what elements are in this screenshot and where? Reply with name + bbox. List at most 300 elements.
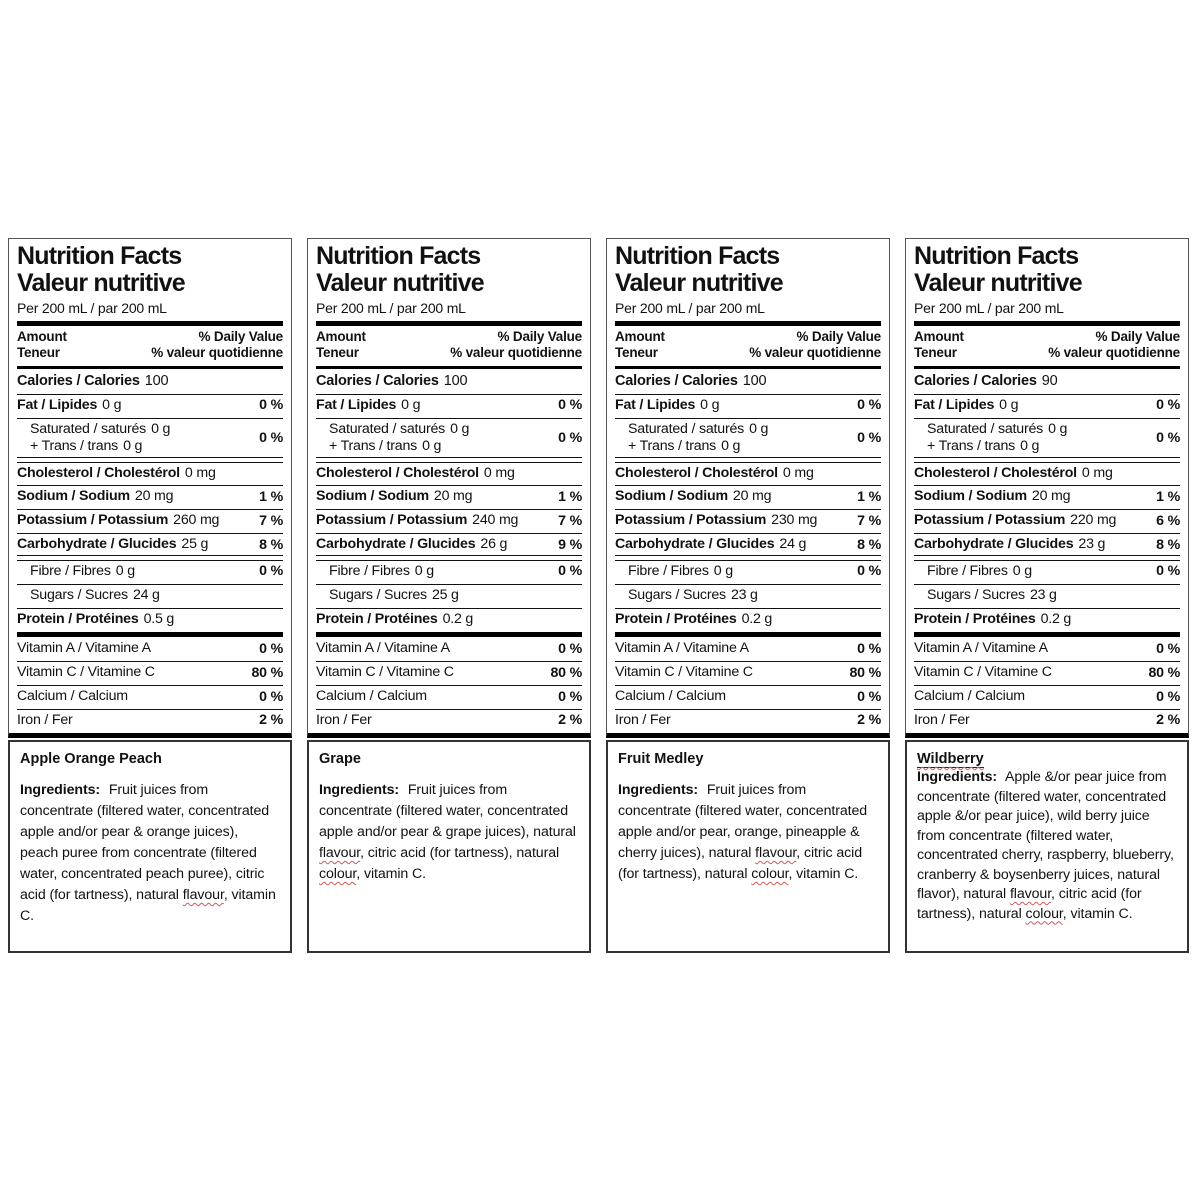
daily-value-label-en: % Daily Value [796, 329, 881, 345]
nutrient-label [615, 611, 772, 628]
nutrient-label [316, 465, 515, 482]
nutrient-line-1 [17, 465, 216, 482]
spellcheck-flagged-word: flavour [319, 845, 361, 861]
nutrient-line-1 [914, 397, 1018, 414]
nutrient-name: Protein / Protéines [615, 610, 737, 627]
nutrient-row-sodium [615, 485, 881, 507]
nutrient-amount: 240 mg [472, 512, 519, 529]
nutrient-label [17, 688, 128, 705]
serving-size: Per 200 mL / par 200 mL [17, 299, 167, 316]
nutrient-label [615, 421, 768, 455]
medium-divider [615, 366, 881, 369]
spellcheck-flagged-word: colour [1025, 905, 1063, 922]
nutrient-label [615, 688, 726, 705]
nutrient-amount: 0 g [749, 420, 769, 437]
daily-value-percent: 2 % [857, 712, 881, 729]
nutrient-label [17, 563, 135, 580]
nutrient-name: Vitamin A / Vitamine A [316, 640, 450, 657]
daily-value-percent: 80 % [1148, 664, 1180, 681]
nutrient-amount: 20 mg [433, 488, 473, 505]
daily-value-percent: 7 % [857, 512, 881, 529]
nutrient-amount: 0 mg [184, 464, 216, 481]
nutrient-label [17, 373, 168, 390]
nutrient-row-calories [914, 371, 1180, 392]
nutrient-row-protein [914, 608, 1180, 630]
calories-value: 100 [742, 373, 767, 390]
daily-value-percent: 1 % [259, 488, 283, 505]
ingredients-panel [606, 740, 890, 953]
nutrient-row-calcium [17, 685, 283, 707]
nutrient-line-1 [628, 563, 733, 580]
nutrient-line [17, 373, 168, 390]
nutrient-name: Sodium / Sodium [914, 488, 1027, 505]
nf-title-fr: Valeur nutritive [615, 268, 783, 297]
nutrient-name: Calcium / Calcium [914, 688, 1025, 705]
nutrient-row-carbohydrate [17, 533, 283, 556]
nutrient-amount: 0.2 g [1040, 610, 1072, 627]
nutrient-name: Saturated / saturés [329, 420, 446, 437]
ingredients-segment: , vitamin C. [1062, 905, 1133, 922]
daily-value-percent: 0 % [259, 640, 283, 657]
daily-value-percent: 0 % [259, 688, 283, 705]
nutrient-name: Sugars / Sucres [628, 586, 726, 603]
nutrient-row-cholesterol [914, 462, 1180, 484]
nutrient-amount-2: 0 g [422, 437, 442, 454]
nutrient-line-1 [30, 421, 170, 438]
nutrient-name: Saturated / saturés [927, 420, 1044, 437]
nutrient-name-2: + Trans / trans [329, 437, 418, 454]
spellcheck-flagged-word: colour [319, 866, 357, 882]
nutrient-label [615, 712, 671, 729]
nutrient-label [914, 465, 1113, 482]
nutrient-line-1 [30, 563, 135, 580]
nutrient-line-1 [914, 712, 970, 729]
nutrient-line-1 [17, 397, 121, 414]
ingredients-segment: , citric acid (for tartness), natural [360, 845, 560, 861]
nutrient-line-1 [316, 536, 507, 553]
nutrient-line-1 [30, 587, 160, 604]
flavor-name [917, 751, 1177, 767]
nutrient-name-2: + Trans / trans [30, 437, 119, 454]
column-header-line-fr [615, 345, 881, 361]
nf-title-en: Nutrition Facts [316, 242, 481, 270]
daily-value-percent: 0 % [558, 563, 582, 580]
nutrient-name-2: + Trans / trans [927, 437, 1016, 454]
nutrient-name: Fat / Lipides [615, 396, 696, 413]
nutrient-label [316, 536, 507, 553]
nutrient-line-1 [914, 640, 1048, 657]
daily-value-percent: 1 % [857, 488, 881, 505]
amount-label-en: Amount [17, 329, 67, 345]
nutrient-amount: 20 mg [1031, 488, 1071, 505]
ingredients-text [20, 780, 280, 927]
nutrient-line-1 [628, 421, 768, 438]
amount-label-fr: Teneur [316, 345, 359, 361]
column-header-line-en [615, 329, 881, 345]
nutrient-line-1 [316, 397, 420, 414]
nutrient-row-fibre [316, 560, 582, 582]
nutrient-amount: 0 mg [1081, 464, 1113, 481]
nutrient-line-1 [615, 640, 749, 657]
spellcheck-flagged-word: colour [751, 866, 789, 882]
nutrient-name: Potassium / Potassium [316, 512, 468, 529]
nutrient-name: Carbohydrate / Glucides [615, 536, 775, 553]
nutrient-name: Iron / Fer [17, 711, 73, 728]
nutrient-row-vitamin-c [914, 661, 1180, 683]
nutrient-line-1 [914, 664, 1052, 681]
nutrient-amount: 0 g [999, 396, 1019, 413]
nutrient-line-1 [615, 512, 817, 529]
spellcheck-flagged-word: flavour [182, 887, 224, 903]
daily-value-percent: 0 % [259, 563, 283, 580]
nutrient-row-sodium [316, 485, 582, 507]
nutrient-name: Saturated / saturés [628, 420, 745, 437]
ingredients-heading: Ingredients: [618, 782, 698, 798]
nutrient-row-iron [17, 709, 283, 731]
nutrient-amount: 23 g [730, 586, 758, 603]
nutrient-line-2 [329, 438, 469, 455]
nutrient-row-carbohydrate [316, 533, 582, 556]
nutrient-amount: 0 mg [483, 464, 515, 481]
nutrient-line-1 [316, 664, 454, 681]
nutrient-label [316, 373, 467, 390]
calories-value: 100 [443, 373, 468, 390]
ingredients-segment: , vitamin C. [356, 866, 427, 882]
nutrient-amount: 0 g [700, 396, 720, 413]
ingredients-segment: Fruit juices from concentrate (filtered water, concentrated apple and/or pear & orange juices), peach puree from concentrate (filtered water, concentrated peach puree), citric acid (for tartness), natural [20, 782, 270, 903]
nutrient-amount: 0 g [414, 562, 434, 579]
daily-value-percent: 6 % [1156, 512, 1180, 529]
daily-value-percent: 0 % [1156, 563, 1180, 580]
nutrient-line-2 [927, 438, 1067, 455]
thick-divider-vitamins [914, 632, 1180, 637]
nutrient-line-1 [329, 421, 469, 438]
daily-value-percent: 80 % [550, 664, 582, 681]
nutrient-row-protein [316, 608, 582, 630]
ingredients-panel [307, 740, 591, 953]
nutrition-facts-panel [606, 238, 890, 738]
nutrient-amount: 0.2 g [442, 610, 474, 627]
thick-divider [316, 321, 582, 326]
nutrient-line-1 [316, 611, 473, 628]
nutrient-name: Carbohydrate / Glucides [914, 536, 1074, 553]
nutrition-facts-panel [905, 238, 1189, 738]
calories-value: 100 [144, 373, 169, 390]
nutrient-label [17, 664, 155, 681]
nutrient-name: Cholesterol / Cholestérol [316, 464, 479, 481]
flavor-name [618, 751, 878, 767]
nutrient-row-vitamin-a [17, 638, 283, 659]
nutrient-name: Sugars / Sucres [927, 586, 1025, 603]
daily-value-label-fr: % valeur quotidienne [450, 345, 582, 361]
nutrient-amount: 0.5 g [143, 610, 175, 627]
spellcheck-flagged-word: flavour [755, 845, 797, 861]
nutrient-line-1 [17, 688, 128, 705]
column-header-line-en [316, 329, 582, 345]
nutrient-label [914, 421, 1067, 455]
nutrient-line-1 [316, 688, 427, 705]
nutrient-label [615, 512, 817, 529]
nutrient-label [615, 640, 749, 657]
amount-label-fr: Teneur [17, 345, 60, 361]
nutrient-line-1 [316, 640, 450, 657]
nutrient-row-fibre [615, 560, 881, 582]
nutrient-row-fibre [914, 560, 1180, 582]
daily-value-percent: 0 % [558, 429, 582, 446]
nutrient-name: Iron / Fer [316, 711, 372, 728]
nutrient-line-1 [17, 536, 208, 553]
nutrient-name: Fibre / Fibres [927, 562, 1008, 579]
daily-value-percent: 0 % [857, 397, 881, 414]
nutrient-line-1 [17, 512, 219, 529]
nutrient-row-vitamin-c [615, 661, 881, 683]
nutrient-name: Calcium / Calcium [17, 688, 128, 705]
nutrient-amount-2: 0 g [123, 437, 143, 454]
nutrient-row-potassium [17, 509, 283, 531]
thick-divider-vitamins [17, 632, 283, 637]
nutrient-amount: 220 mg [1070, 512, 1117, 529]
nutrient-amount: 25 g [431, 586, 459, 603]
nutrient-row-sugars [914, 584, 1180, 606]
nutrient-row-calcium [914, 685, 1180, 707]
daily-value-percent: 0 % [1156, 397, 1180, 414]
medium-divider [17, 366, 283, 369]
nutrient-line-1 [17, 664, 155, 681]
nutrient-label [316, 688, 427, 705]
daily-value-percent: 0 % [857, 688, 881, 705]
nutrient-line-1 [927, 563, 1032, 580]
nutrient-name: Protein / Protéines [17, 610, 139, 627]
nutrient-name: Fat / Lipides [316, 396, 397, 413]
nutrition-facts-panel [307, 238, 591, 738]
amount-label-en: Amount [316, 329, 366, 345]
calories-value: 90 [1041, 373, 1058, 390]
nutrient-row-fibre [17, 560, 283, 582]
nutrient-amount: 25 g [181, 536, 209, 553]
nutrient-amount: 0 g [1012, 562, 1032, 579]
ingredients-heading: Ingredients: [319, 782, 399, 798]
nutrient-row-vitamin-a [914, 638, 1180, 659]
amount-label-en: Amount [914, 329, 964, 345]
nutrient-name: Sodium / Sodium [615, 488, 728, 505]
nutrient-row-sodium [17, 485, 283, 507]
nutrient-line-1 [17, 640, 151, 657]
nutrient-line-1 [615, 712, 671, 729]
column-header-line-en [914, 329, 1180, 345]
nutrient-line-1 [316, 465, 515, 482]
ingredients-panel [905, 740, 1189, 953]
nutrient-line [316, 373, 467, 390]
nutrient-label [17, 488, 173, 505]
calories-label: Calories / Calories [316, 373, 439, 390]
nutrient-name: Fibre / Fibres [30, 562, 111, 579]
nutrient-line-1 [628, 587, 758, 604]
nutrient-amount-2: 0 g [721, 437, 741, 454]
thick-divider [914, 321, 1180, 326]
daily-value-percent: 0 % [558, 640, 582, 657]
daily-value-percent: 8 % [1156, 536, 1180, 553]
nutrient-line-1 [615, 397, 719, 414]
nutrition-label-card [606, 238, 890, 953]
nutrient-line-1 [914, 488, 1070, 505]
amount-label-fr: Teneur [914, 345, 957, 361]
nf-title-fr: Valeur nutritive [316, 268, 484, 297]
nutrient-amount: 260 mg [173, 512, 220, 529]
ingredients-segment: Fruit juices from concentrate (filtered water, concentrated apple and/or pear, orange, pineapple & cherry juices), natural [618, 782, 868, 861]
thick-divider-vitamins [316, 632, 582, 637]
column-header-line-fr [17, 345, 283, 361]
nutrient-name: Vitamin C / Vitamine C [615, 664, 753, 681]
nutrient-label [914, 664, 1052, 681]
nutrient-amount: 0 g [1048, 420, 1068, 437]
nutrient-label [17, 536, 208, 553]
nutrient-label [914, 397, 1018, 414]
calories-label: Calories / Calories [914, 373, 1037, 390]
nf-title-en: Nutrition Facts [17, 242, 182, 270]
nutrient-label [17, 512, 219, 529]
nutrient-row-sat-trans [316, 418, 582, 458]
nutrient-line-1 [316, 512, 518, 529]
nutrient-label [316, 712, 372, 729]
nutrient-name: Protein / Protéines [316, 610, 438, 627]
thick-divider-vitamins [615, 632, 881, 637]
nutrient-row-calcium [615, 685, 881, 707]
nutrient-label [914, 640, 1048, 657]
daily-value-label-fr: % valeur quotidienne [151, 345, 283, 361]
serving-size: Per 200 mL / par 200 mL [914, 299, 1064, 316]
nutrient-label [316, 397, 420, 414]
nutrient-row-iron [914, 709, 1180, 731]
daily-value-percent: 0 % [558, 688, 582, 705]
nutrient-amount: 0.2 g [741, 610, 773, 627]
nutrient-row-sugars [17, 584, 283, 606]
nutrient-amount: 0 mg [782, 464, 814, 481]
ingredients-text [618, 780, 878, 885]
nutrient-name: Vitamin C / Vitamine C [316, 664, 454, 681]
daily-value-percent: 0 % [259, 429, 283, 446]
nutrient-amount: 20 mg [732, 488, 772, 505]
nutrient-line-1 [316, 712, 372, 729]
nutrient-amount: 23 g [1029, 586, 1057, 603]
daily-value-percent: 80 % [251, 664, 283, 681]
ingredients-text [319, 780, 579, 885]
nutrient-label [316, 421, 469, 455]
ingredients-segment: Apple &/or pear juice from concentrate (filtered water, concentrated apple &/or pear juice), wild berry juice from concentrate (filtered water, concentrated cherry, raspberry, blueberry, cranberry & boysenberry juices, natural flavor), natural [917, 769, 1174, 902]
nutrition-facts-panel [8, 238, 292, 738]
nutrient-amount: 24 g [779, 536, 807, 553]
nutrient-name: Protein / Protéines [914, 610, 1036, 627]
nutrient-label [316, 488, 472, 505]
nutrient-row-calcium [316, 685, 582, 707]
nutrient-name: Carbohydrate / Glucides [17, 536, 177, 553]
nutrient-label [17, 587, 160, 604]
nutrient-amount: 0 g [115, 562, 135, 579]
nutrient-name: Sugars / Sucres [329, 586, 427, 603]
nutrient-name-2: + Trans / trans [628, 437, 717, 454]
nutrient-line-1 [914, 512, 1116, 529]
nutrient-label [914, 563, 1032, 580]
nutrient-label [615, 465, 814, 482]
nutrient-row-fat [17, 394, 283, 416]
ingredients-panel [8, 740, 292, 953]
nutrient-row-carbohydrate [914, 533, 1180, 556]
ingredients-segment: Fruit juices from concentrate (filtered water, concentrated apple and/or pear & grape juices), natural [319, 782, 576, 840]
daily-value-percent: 2 % [1156, 712, 1180, 729]
nutrient-row-potassium [615, 509, 881, 531]
daily-value-percent: 7 % [558, 512, 582, 529]
nutrient-line [615, 373, 766, 390]
nutrient-amount: 0 g [401, 396, 421, 413]
ingredients-segment: , vitamin C. [20, 887, 276, 924]
daily-value-percent: 8 % [259, 536, 283, 553]
ingredients-text [917, 768, 1177, 924]
nutrient-line-1 [914, 536, 1105, 553]
nutrient-row-cholesterol [316, 462, 582, 484]
nutrient-row-carbohydrate [615, 533, 881, 556]
nutrient-line-1 [615, 611, 772, 628]
nf-title-en: Nutrition Facts [615, 242, 780, 270]
medium-divider [316, 366, 582, 369]
nutrient-row-sodium [914, 485, 1180, 507]
nutrient-row-sat-trans [615, 418, 881, 458]
nutrient-label [914, 373, 1057, 390]
nutrient-line-1 [615, 664, 753, 681]
ingredients-segment: , citric acid (for tartness), natural [917, 886, 1142, 922]
nutrient-line-2 [628, 438, 768, 455]
nf-title-fr: Valeur nutritive [914, 268, 1082, 297]
nutrition-label-card [905, 238, 1189, 953]
nutrient-name: Vitamin C / Vitamine C [914, 664, 1052, 681]
nutrient-row-fat [914, 394, 1180, 416]
nutrient-name: Saturated / saturés [30, 420, 147, 437]
nutrient-row-protein [615, 608, 881, 630]
nutrient-row-potassium [316, 509, 582, 531]
nutrient-line-1 [615, 688, 726, 705]
serving-size: Per 200 mL / par 200 mL [316, 299, 466, 316]
nutrient-row-sat-trans [17, 418, 283, 458]
daily-value-percent: 2 % [259, 712, 283, 729]
daily-value-percent: 1 % [558, 488, 582, 505]
nutrient-label [615, 488, 771, 505]
flavor-name [20, 751, 280, 767]
nutrient-row-iron [316, 709, 582, 731]
nutrient-amount: 26 g [480, 536, 508, 553]
nutrient-label [17, 611, 174, 628]
daily-value-percent: 80 % [849, 664, 881, 681]
nutrient-name: Fat / Lipides [914, 396, 995, 413]
nutrient-label [914, 512, 1116, 529]
nutrient-row-iron [615, 709, 881, 731]
nutrient-label [17, 712, 73, 729]
nutrient-row-sugars [615, 584, 881, 606]
nutrient-label [615, 536, 806, 553]
nutrient-name: Potassium / Potassium [17, 512, 169, 529]
nf-title-en: Nutrition Facts [914, 242, 1079, 270]
nutrient-line-1 [914, 688, 1025, 705]
column-header-line-fr [914, 345, 1180, 361]
calories-label: Calories / Calories [17, 373, 140, 390]
nutrient-row-calories [316, 371, 582, 392]
spellcheck-flagged-word: flavour [1009, 886, 1052, 902]
nutrient-row-vitamin-a [615, 638, 881, 659]
thick-divider [17, 321, 283, 326]
ingredients-heading: Ingredients: [20, 782, 100, 798]
nutrient-label [17, 421, 170, 455]
flavor-name-text: Grape [319, 751, 361, 767]
nutrient-label [615, 373, 766, 390]
nutrient-label [17, 640, 151, 657]
nutrient-label [316, 664, 454, 681]
